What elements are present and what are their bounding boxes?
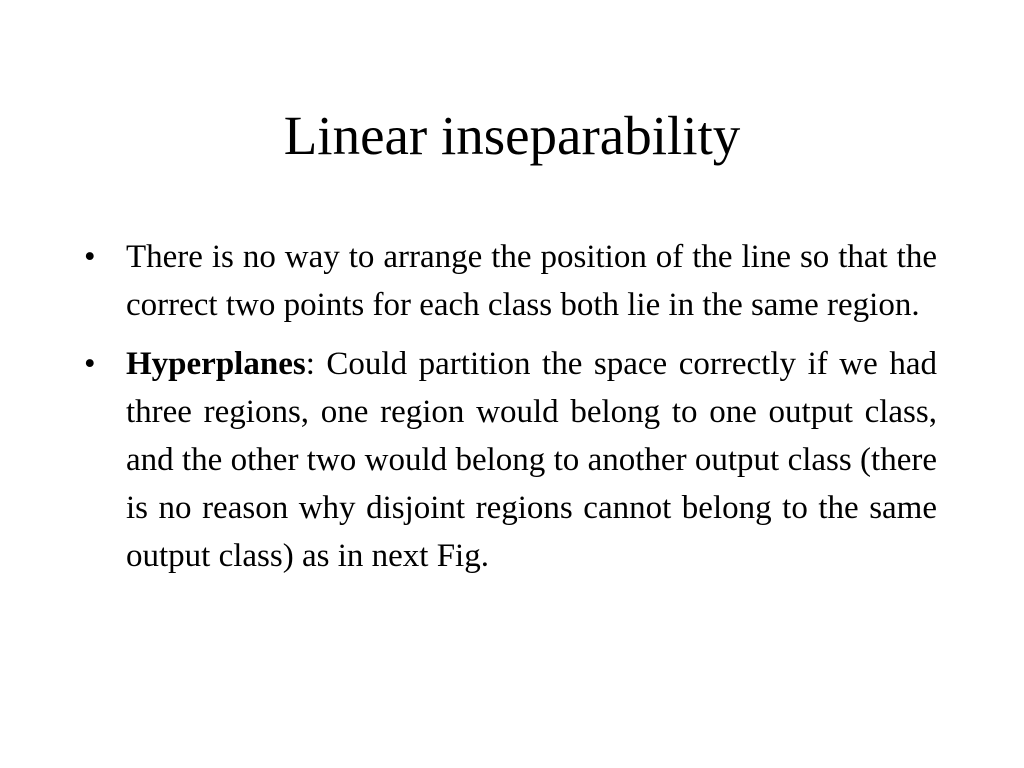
bullet-dot-icon: •: [84, 239, 96, 275]
bullet-list: [84, 233, 937, 591]
bullet-dot-icon: •: [84, 346, 96, 382]
bullet-item: [84, 340, 937, 580]
bullet-term: Hyperplanes: [126, 346, 306, 382]
slide-title: Linear inseparability: [283, 105, 741, 166]
bullet-item: [84, 233, 937, 329]
bullet-text: : Could partition the space correctly if we had three regions, one region would belong to one output class, and the other two would belong to another output class (there is no reason why disjoint regions cannot belong to the same output class) as in next Fig.: [126, 346, 937, 574]
bullet-text: There is no way to arrange the position of the line so that the correct two points for each class both lie in the same region.: [126, 239, 937, 323]
